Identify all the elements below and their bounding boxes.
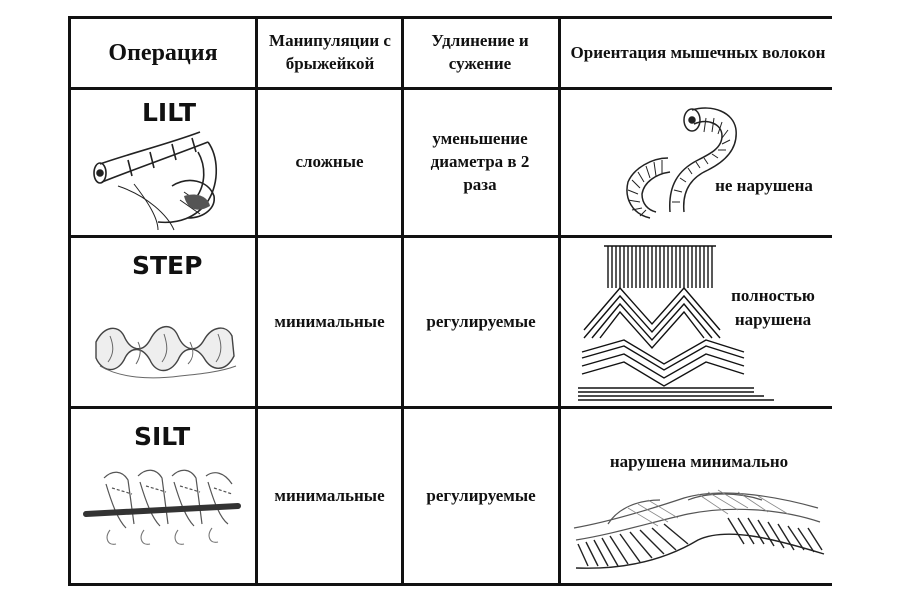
operation-name: STEP	[132, 251, 203, 280]
grid-line	[68, 583, 832, 586]
length-value: уменьшение диаметра в 2 раза	[430, 129, 530, 194]
header-fibers: Ориентация мышечных волокон	[570, 42, 826, 62]
twisted-fiber-sketch-icon	[568, 478, 830, 578]
header-mesentery: Манипуляции с брыжейкой	[269, 31, 391, 73]
length-value: регулируемые	[426, 485, 536, 505]
header-length: Удлинение и сужение	[431, 31, 529, 73]
fibers-note: полностью нарушена	[731, 286, 815, 329]
operation-name: SILT	[134, 422, 191, 451]
zigzag-bowel-sketch-icon	[90, 306, 240, 386]
spiral-bowel-sketch-icon	[82, 464, 242, 559]
mesentery-value: минимальные	[274, 485, 385, 505]
grid-line	[68, 16, 71, 586]
operation-name: LILT	[142, 98, 197, 127]
header-operation: Операция	[108, 39, 218, 66]
coiled-intestine-sketch-icon	[616, 102, 746, 224]
length-value: регулируемые	[426, 311, 536, 331]
comparison-table	[68, 16, 832, 586]
fibers-note: нарушена минимально	[609, 452, 789, 471]
bowel-loop-sketch-icon	[88, 126, 238, 231]
grid-line	[558, 16, 561, 586]
mesentery-value: сложные	[295, 152, 364, 172]
fibers-note: не нарушена	[715, 176, 813, 195]
mesentery-value: минимальные	[274, 311, 385, 331]
